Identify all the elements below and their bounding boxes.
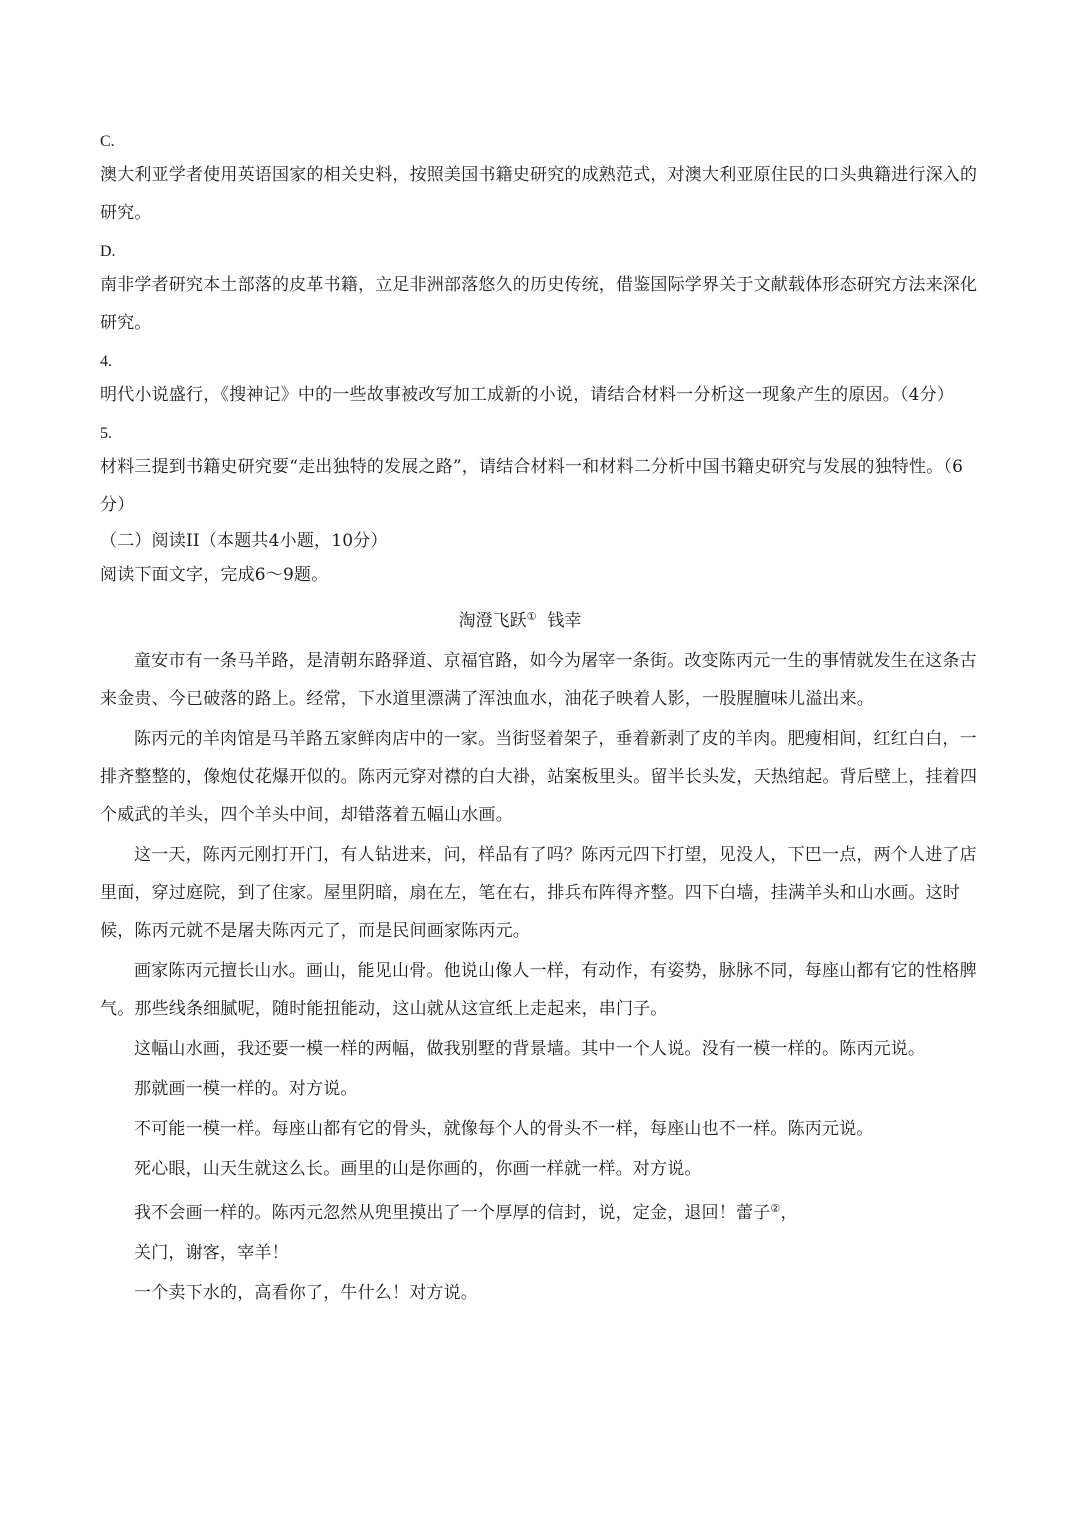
article-title: 淘澄飞跃 (458, 611, 527, 631)
article-paragraph-3: 这一天，陈丙元刚打开门，有人钻进来，问，样品有了吗？陈丙元四下打望，见没人，下巴一点，两个人进了店里面，穿过庭院，到了住家。屋里阴暗，扇在左，笔在右，排兵布阵得齐整。四下白墙，挂满羊头和山水画。这时候，陈丙元就不是屠夫陈丙元了，而是民间画家陈丙元。 (100, 845, 977, 941)
article-title-note: ① (526, 610, 537, 623)
option-d-label: D. (100, 243, 116, 260)
article-paragraph-9 (100, 1190, 980, 1232)
article-paragraph-9-note: ② (770, 1202, 781, 1215)
question-5-text: 材料三提到书籍史研究要“走出独特的发展之路”，请结合材料一和材料二分析中国书籍史研究与发展的独特性。（6分） (100, 457, 964, 515)
document-page (100, 128, 980, 1314)
article-paragraph-7: 不可能一模一样。每座山都有它的骨头，就像每个人的骨头不一样，每座山也不一样。陈丙元说。 (134, 1119, 874, 1139)
question-4-number: 4. (100, 353, 112, 370)
article-paragraph-10: 关门，谢客，宰羊！ (134, 1243, 289, 1263)
article-paragraph-1: 童安市有一条马羊路，是清朝东路驿道、京福官路，如今为屠宰一条街。改变陈丙元一生的事情就发生在这条古来金贵、今已破落的路上。经常，下水道里漂满了浑浊血水，油花子映着人影，一股腥膻味儿溢出来。 (100, 651, 977, 709)
article-paragraph-2: 陈丙元的羊肉馆是马羊路五家鲜肉店中的一家。当街竖着架子，垂着新剥了皮的羊肉。肥瘦相间，红红白白，一排齐整整的，像炮仗花爆开似的。陈丙元穿对襟的白大褂，站案板里头。留半长头发，天热绾起。背后壁上，挂着四个威武的羊头，四个羊头中间，却错落着五幅山水画。 (100, 729, 978, 825)
option-d-text: 南非学者研究本土部落的皮革书籍，立足非洲部落悠久的历史传统，借鉴国际学界关于文献载体形态研究方法来深化研究。 (100, 275, 978, 333)
article-paragraph-6: 那就画一模一样的。对方说。 (134, 1079, 358, 1099)
question-5-number: 5. (100, 425, 112, 442)
article-paragraph-8: 死心眼，山天生就这么长。画里的山是你画的，你画一样就一样。对方说。 (134, 1159, 702, 1179)
question-4-text: 明代小说盛行，《搜神记》中的一些故事被改写加工成新的小说，请结合材料一分析这一现象产生的原因。（4分） (100, 385, 955, 405)
article-author: 钱幸 (547, 611, 582, 631)
section-instruction: 阅读下面文字，完成6～9题。 (100, 565, 329, 585)
article-paragraph-11: 一个卖下水的，高看你了，牛什么！对方说。 (134, 1283, 478, 1303)
option-c-label: C. (100, 133, 115, 150)
article-title-line (100, 598, 980, 640)
section-heading: （二）阅读II（本题共4小题，10分） (100, 531, 388, 551)
option-c-text: 澳大利亚学者使用英语国家的相关史料，按照美国书籍史研究的成熟范式，对澳大利亚原住民的口头典籍进行深入的研究。 (100, 165, 978, 223)
article-paragraph-5: 这幅山水画，我还要一模一样的两幅，做我别墅的背景墙。其中一个人说。没有一模一样的。陈丙元说。 (134, 1039, 926, 1059)
article-paragraph-9-tail: ， (780, 1203, 798, 1223)
article-paragraph-9-text: 我不会画一样的。陈丙元忽然从兜里摸出了一个厚厚的信封，说，定金，退回！蕾子 (134, 1203, 771, 1223)
article-paragraph-4: 画家陈丙元擅长山水。画山，能见山骨。他说山像人一样，有动作，有姿势，脉脉不同，每座山都有它的性格脾气。那些线条细腻呢，随时能扭能动，这山就从这宣纸上走起来，串门子。 (100, 961, 977, 1019)
